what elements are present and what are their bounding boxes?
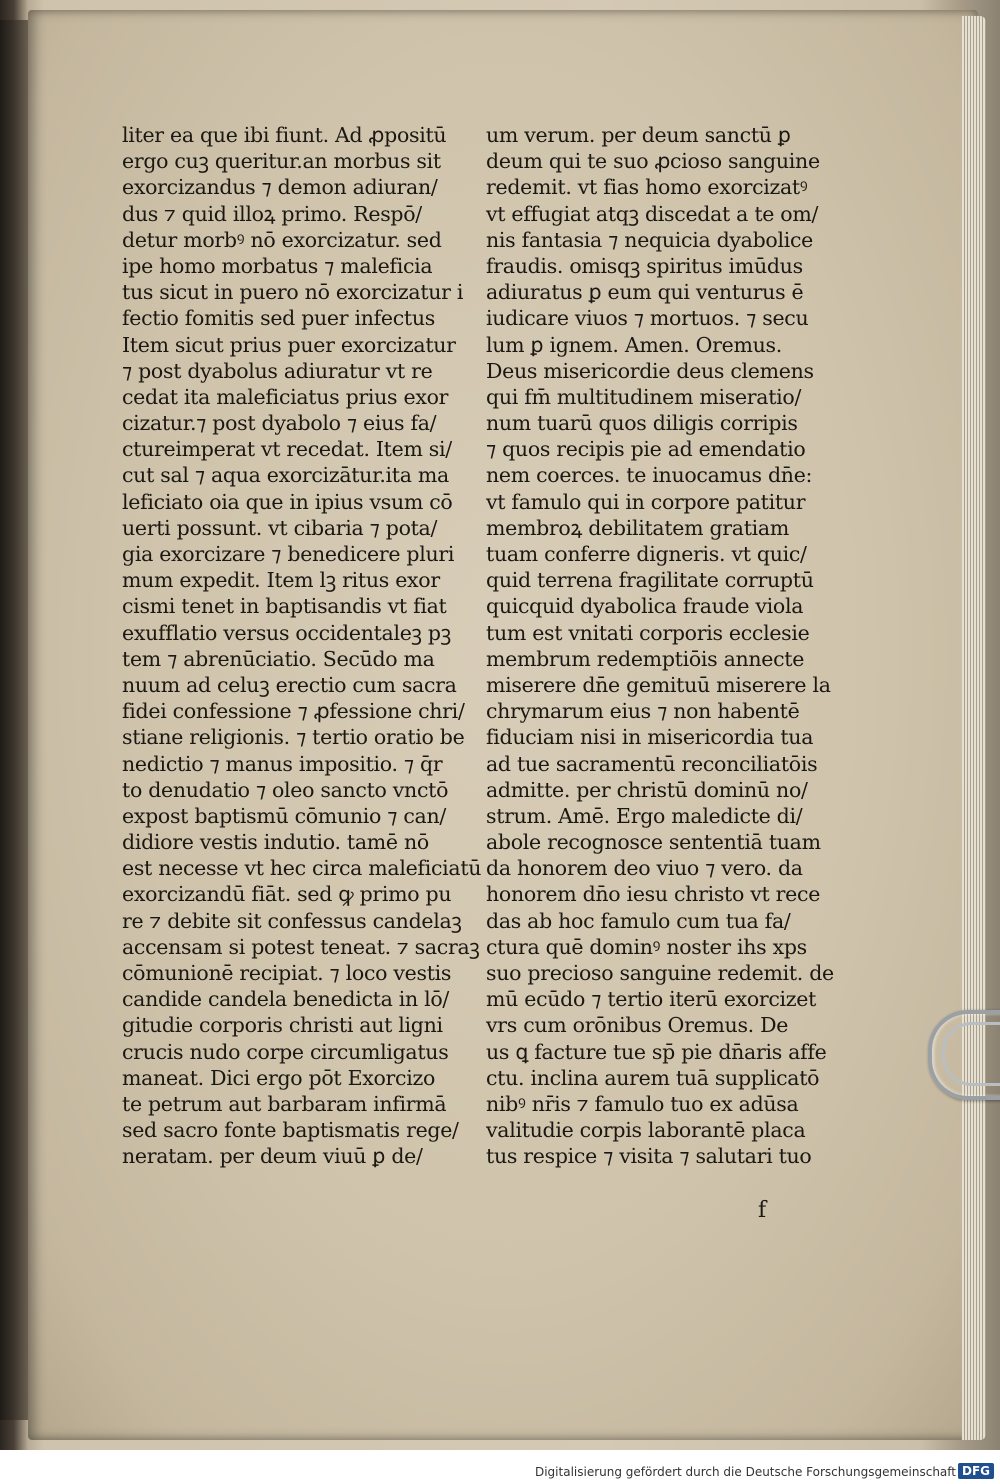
text-line: membrum redemptiōis annecte — [486, 646, 805, 671]
text-line: da honorem deo viuo ⁊ vero. da — [486, 856, 803, 881]
text-line: crucis nudo corpe circumligatus — [122, 1039, 449, 1064]
text-line: neratam. per deum viuū ꝑ de/ — [122, 1144, 423, 1169]
text-line: membroꝝ debilitatem gratiam — [486, 515, 789, 540]
text-line: adiuratus ꝑ eum qui venturus ē — [486, 280, 804, 305]
text-line: exorcizandū fiāt. sed ꝙ primo pu — [122, 882, 452, 907]
text-line: iudicare viuos ⁊ mortuos. ⁊ secu — [486, 306, 809, 331]
text-line: te petrum aut barbaram infirmā — [122, 1091, 447, 1116]
text-line: qui fm̄ multitudinem miseratio/ — [486, 384, 802, 409]
text-line: ad tue sacramentū reconciliatōis — [486, 751, 818, 776]
text-line: vt famulo qui in corpore patitur — [486, 489, 806, 514]
text-line: gia exorcizare ⁊ benedicere pluri — [122, 542, 455, 566]
text-line: exufflatio versus occidentaleꝫ pꝫ — [122, 620, 451, 645]
text-line: Item sicut prius puer exorcizatur — [122, 332, 456, 357]
text-line: exorcizandus ⁊ demon adiuran/ — [122, 175, 438, 200]
text-line: ⁊ quos recipis pie ad emendatio — [486, 437, 806, 462]
text-line: maneat. Dici ergo pōt Exorcizo — [122, 1065, 436, 1090]
text-line: sed sacro fonte baptismatis rege/ — [122, 1118, 459, 1143]
text-line: fraudis. omisqꝫ spiritus imūdus — [486, 253, 803, 278]
text-line: nis fantasia ⁊ nequicia dyabolice — [486, 227, 813, 252]
text-line: nem coerces. te inuocamus dn̄e: — [486, 463, 813, 488]
text-line: ⁊ post dyabolus adiuratur vt re — [122, 358, 433, 383]
text-line: um verum. per deum sanctū ꝑ — [486, 123, 791, 147]
text-line: cismi tenet in baptisandis vt fiat — [122, 594, 447, 619]
dfg-logo: DFG — [958, 1463, 994, 1479]
text-line: fidei confessione ⁊ ꝓfessione chri/ — [122, 699, 465, 724]
text-line: suo precioso sanguine redemit. de — [486, 961, 834, 985]
paper-clip-inner — [942, 1022, 1000, 1086]
text-line: vt effugiat atqꝫ discedat a te om/ — [486, 201, 819, 226]
text-line: valitudie corpis laborantē placa — [486, 1118, 806, 1143]
text-line: tus sicut in puero nō exorcizatur i — [122, 280, 464, 305]
text-line: ctu. inclina aurem tuā supplicatō — [486, 1065, 820, 1090]
text-line: stiane religionis. ⁊ tertio oratio be — [122, 725, 465, 750]
text-line: cut sal ⁊ aqua exorcizātur.ita ma — [122, 463, 449, 488]
text-line: fiduciam nisi in misericordia tua — [486, 725, 814, 750]
text-line: dus ⁊ quid illoꝝ primo. Respō/ — [122, 201, 422, 226]
text-line: ctura quē dominꝰ noster ihs xps — [486, 934, 807, 959]
text-line: tuam conferre digneris. vt quic/ — [486, 542, 807, 566]
text-line: chrymarum eius ⁊ non habentē — [486, 699, 800, 724]
text-line: tum est vnitati corporis ecclesie — [486, 620, 810, 645]
text-line: liter ea que ibi fiunt. Ad ꝓpositū — [122, 123, 447, 147]
text-line: cizatur.⁊ post dyabolo ⁊ eius fa/ — [122, 411, 437, 436]
text-line: us ꝗ facture tue sp̄ pie dn̄aris affe — [486, 1039, 827, 1064]
text-line: leficiato oia que in ipius vsum cō — [122, 489, 453, 514]
text-line: est necesse vt hec circa maleficiatū — [122, 856, 482, 881]
text-line: nuum ad celuꝫ erectio cum sacra — [122, 672, 457, 697]
text-line: num tuarū quos diligis corripis — [486, 411, 798, 436]
text-line: mum expedit. Item lꝫ ritus exor — [122, 568, 440, 593]
text-line: accensam si potest teneat. ⁊ sacraꝫ — [122, 934, 480, 959]
text-line: tus respice ⁊ visita ⁊ salutari tuo — [486, 1144, 812, 1169]
text-line: mū ecūdo ⁊ tertio iterū exorcizet — [486, 987, 817, 1012]
text-line: detur morbꝰ nō exorcizatur. sed — [122, 227, 442, 252]
text-line: miserere dn̄e gemituū miserere la — [486, 672, 831, 697]
text-line: ipe homo morbatus ⁊ maleficia — [122, 253, 433, 278]
signature-mark: f — [758, 1198, 767, 1223]
text-line: Deus misericordie deus clemens — [486, 358, 814, 383]
text-line: nedictio ⁊ manus impositio. ⁊ q̄r — [122, 751, 443, 776]
text-line: gitudie corporis christi aut ligni — [122, 1013, 443, 1038]
text-line: expost baptismū cōmunio ⁊ can/ — [122, 803, 446, 828]
text-line: redemit. vt fias homo exorcizatꝰ — [486, 175, 808, 200]
text-line: quicquid dyabolica fraude viola — [486, 594, 804, 619]
text-line: to denudatio ⁊ oleo sancto vnctō — [122, 777, 449, 802]
text-line: nibꝰ nr̄is ⁊ famulo tuo ex adūsa — [486, 1091, 799, 1116]
text-line: tem ⁊ abrenūciatio. Secūdo ma — [122, 646, 435, 671]
text-line: uerti possunt. vt cibaria ⁊ pota/ — [122, 515, 438, 540]
text-line: lum ꝑ ignem. Amen. Oremus. — [486, 332, 782, 357]
text-line: ctureimperat vt recedat. Item si/ — [122, 437, 452, 462]
text-line: deum qui te suo ꝓcioso sanguine — [486, 149, 820, 174]
page-stack-edge — [962, 16, 986, 1440]
left-text-column — [122, 122, 482, 1170]
text-line: candide candela benedicta in lō/ — [122, 987, 450, 1012]
text-line: fectio fomitis sed puer infectus — [122, 306, 435, 331]
text-line: admitte. per christū dominū no/ — [486, 777, 808, 802]
text-line: ergo cuꝫ queritur.an morbus sit — [122, 149, 441, 174]
text-line: cōmunionē recipiat. ⁊ loco vestis — [122, 961, 452, 985]
text-line: strum. Amē. Ergo maledicte di/ — [486, 803, 803, 828]
text-line: re ⁊ debite sit confessus candelaꝫ — [122, 908, 462, 933]
text-line: didiore vestis indutio. tamē nō — [122, 830, 429, 855]
footer-credit: Digitalisierung gefördert durch die Deutsche Forschungsgemeinschaft — [534, 1465, 956, 1479]
text-line: vrs cum orōnibus Oremus. De — [486, 1013, 789, 1038]
text-line: honorem dn̄o iesu christo vt rece — [486, 882, 821, 907]
right-text-column — [486, 122, 834, 1170]
text-line: cedat ita maleficiatus prius exor — [122, 384, 449, 409]
text-line: abole recognosce sententiā tuam — [486, 830, 821, 855]
text-line: das ab hoc famulo cum tua fa/ — [486, 908, 791, 933]
text-line: quid terrena fragilitate corruptū — [486, 568, 814, 593]
